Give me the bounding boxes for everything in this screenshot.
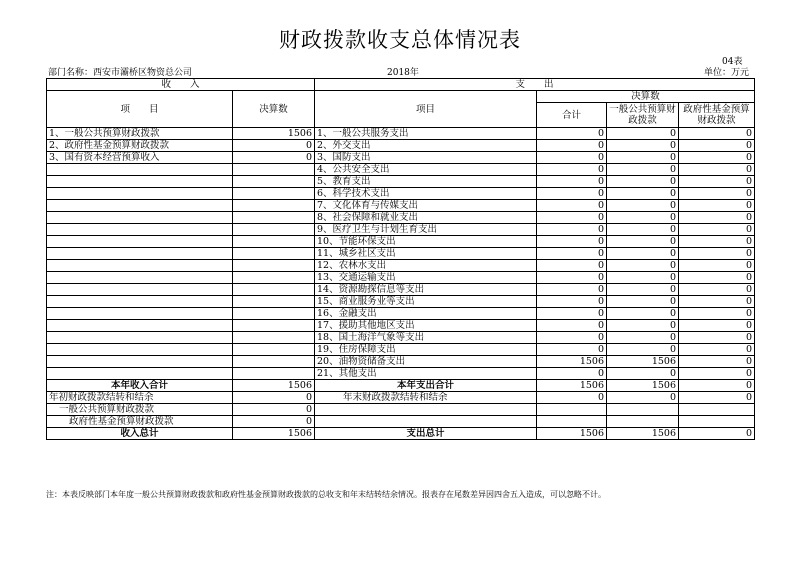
expense-total-value: 0 <box>537 164 607 176</box>
sub1-label: 一般公共预算财政拨款 <box>47 404 233 416</box>
expense-total-value: 0 <box>537 200 607 212</box>
income-item <box>47 356 233 368</box>
table-row <box>47 344 755 356</box>
table-row <box>47 224 755 236</box>
table-row <box>47 320 755 332</box>
income-total-value: 1506 <box>233 380 315 392</box>
department-name: 部门名称：西安市灞桥区物资总公司 <box>48 68 193 78</box>
total-column-header: 合计 <box>537 103 607 128</box>
expense-general-value: 0 <box>607 296 679 308</box>
expense-general-value: 0 <box>607 200 679 212</box>
income-item <box>47 368 233 380</box>
income-value <box>233 176 315 188</box>
income-item <box>47 248 233 260</box>
expense-total-value: 0 <box>537 296 607 308</box>
carry-in-label: 年初财政拨款结转和结余 <box>47 392 233 404</box>
sub1-value: 0 <box>233 404 315 416</box>
sub-row <box>47 404 755 416</box>
expense-item: 3、国防支出 <box>315 152 537 164</box>
expense-total-g: 1506 <box>607 380 679 392</box>
income-item-header: 项 目 <box>47 91 233 128</box>
income-value <box>233 368 315 380</box>
income-item <box>47 284 233 296</box>
expense-general-value: 0 <box>607 320 679 332</box>
income-final-header: 决算数 <box>233 91 315 128</box>
income-value <box>233 248 315 260</box>
income-value <box>233 200 315 212</box>
expense-item: 17、援助其他地区支出 <box>315 320 537 332</box>
expense-item: 5、教育支出 <box>315 176 537 188</box>
table-row <box>47 176 755 188</box>
expense-fund-value: 0 <box>679 308 755 320</box>
expense-total-value: 0 <box>537 344 607 356</box>
carry-out-label: 年末财政拨款结转和结余 <box>315 392 537 404</box>
expense-item: 7、文化体育与传媒支出 <box>315 200 537 212</box>
sub-row <box>47 416 755 428</box>
income-item <box>47 176 233 188</box>
general-budget-column-header: 一般公共预算财政拨款 <box>607 103 679 128</box>
fund-budget-column-header: 政府性基金预算财政拨款 <box>679 103 755 128</box>
expense-general-value: 0 <box>607 188 679 200</box>
income-item <box>47 308 233 320</box>
expense-general-value: 0 <box>607 224 679 236</box>
income-value <box>233 320 315 332</box>
table-footnote: 注：本表反映部门本年度一般公共预算财政拨款和政府性基金预算财政拨款的总收支和年末结转结余情况。报表存在尾数差异因四舍五入造成，可以忽略不计。 <box>46 490 606 499</box>
income-value: 1506 <box>233 128 315 140</box>
expense-item: 1、一般公共服务支出 <box>315 128 537 140</box>
expense-fund-value: 0 <box>679 284 755 296</box>
expense-fund-value: 0 <box>679 296 755 308</box>
unit-label: 单位：万元 <box>704 68 750 78</box>
expense-fund-value: 0 <box>679 140 755 152</box>
empty-cell <box>679 404 755 416</box>
empty-cell <box>537 416 607 428</box>
table-row <box>47 164 755 176</box>
annual-total-row <box>47 380 755 392</box>
income-item <box>47 224 233 236</box>
expense-fund-value: 0 <box>679 344 755 356</box>
expense-total-value: 0 <box>537 308 607 320</box>
grand-expense-f: 0 <box>679 428 755 440</box>
income-value <box>233 236 315 248</box>
expense-total-value: 1506 <box>537 356 607 368</box>
expense-item: 18、国土海洋气象等支出 <box>315 332 537 344</box>
table-row <box>47 212 755 224</box>
expense-general-value: 0 <box>607 164 679 176</box>
expense-general-value: 0 <box>607 272 679 284</box>
expense-total-value: 0 <box>537 212 607 224</box>
grand-expense-label: 支出总计 <box>315 428 537 440</box>
income-value <box>233 356 315 368</box>
expense-item: 10、节能环保支出 <box>315 236 537 248</box>
carry-in-value: 0 <box>233 392 315 404</box>
expense-fund-value: 0 <box>679 176 755 188</box>
income-item <box>47 344 233 356</box>
expense-item: 11、城乡社区支出 <box>315 248 537 260</box>
expense-item: 8、社会保障和就业支出 <box>315 212 537 224</box>
income-item: 1、一般公共预算财政拨款 <box>47 128 233 140</box>
expense-total-value: 0 <box>537 320 607 332</box>
table-row <box>47 248 755 260</box>
table-number: 04表 <box>722 57 743 67</box>
expense-fund-value: 0 <box>679 260 755 272</box>
expense-item: 6、科学技术支出 <box>315 188 537 200</box>
expense-total-value: 0 <box>537 248 607 260</box>
expense-total-value: 0 <box>537 128 607 140</box>
income-item: 3、国有资本经营预算收入 <box>47 152 233 164</box>
carry-out-f: 0 <box>679 392 755 404</box>
income-value <box>233 308 315 320</box>
expense-general-value: 0 <box>607 212 679 224</box>
expense-total-value: 0 <box>537 140 607 152</box>
carry-out-t: 0 <box>537 392 607 404</box>
expense-general-value: 1506 <box>607 356 679 368</box>
expense-item: 19、住房保障支出 <box>315 344 537 356</box>
income-item <box>47 320 233 332</box>
table-row <box>47 236 755 248</box>
income-value: 0 <box>233 152 315 164</box>
page-title: 财政拨款收支总体情况表 <box>279 28 521 52</box>
income-value <box>233 344 315 356</box>
grand-income-value: 1506 <box>233 428 315 440</box>
expense-general-value: 0 <box>607 260 679 272</box>
income-item <box>47 236 233 248</box>
table-row <box>47 152 755 164</box>
income-item <box>47 188 233 200</box>
expense-item: 16、金融支出 <box>315 308 537 320</box>
empty-cell <box>537 404 607 416</box>
expense-total-value: 0 <box>537 368 607 380</box>
grand-expense-t: 1506 <box>537 428 607 440</box>
income-value: 0 <box>233 140 315 152</box>
expense-general-value: 0 <box>607 248 679 260</box>
column-header-row <box>47 91 755 103</box>
expense-fund-value: 0 <box>679 164 755 176</box>
expense-general-value: 0 <box>607 308 679 320</box>
expense-fund-value: 0 <box>679 128 755 140</box>
expense-total-f: 0 <box>679 380 755 392</box>
grand-expense-g: 1506 <box>607 428 679 440</box>
expense-general-value: 0 <box>607 344 679 356</box>
expense-total-value: 0 <box>537 236 607 248</box>
income-item <box>47 260 233 272</box>
grand-total-row <box>47 428 755 440</box>
expense-total-value: 0 <box>537 188 607 200</box>
income-value <box>233 224 315 236</box>
table-row <box>47 260 755 272</box>
income-value <box>233 284 315 296</box>
sub2-label: 政府性基金预算财政拨款 <box>47 416 233 428</box>
expense-item: 9、医疗卫生与计划生育支出 <box>315 224 537 236</box>
expense-item: 4、公共安全支出 <box>315 164 537 176</box>
expense-item-header: 项目 <box>315 91 537 128</box>
expense-general-value: 0 <box>607 140 679 152</box>
income-value <box>233 188 315 200</box>
expense-total-value: 0 <box>537 224 607 236</box>
income-item <box>47 332 233 344</box>
income-value <box>233 260 315 272</box>
table-row <box>47 140 755 152</box>
expense-general-value: 0 <box>607 284 679 296</box>
expense-general-value: 0 <box>607 176 679 188</box>
sub2-value: 0 <box>233 416 315 428</box>
expense-final-header: 决算数 <box>537 91 755 103</box>
empty-cell <box>607 404 679 416</box>
expense-general-value: 0 <box>607 236 679 248</box>
expense-item: 12、农林水支出 <box>315 260 537 272</box>
expense-section-header: 支 出 <box>315 79 755 91</box>
income-value <box>233 332 315 344</box>
table-row <box>47 200 755 212</box>
income-section-header: 收 入 <box>47 79 315 91</box>
expense-general-value: 0 <box>607 368 679 380</box>
table-row <box>47 284 755 296</box>
expense-total-label: 本年支出合计 <box>315 380 537 392</box>
expense-total-value: 0 <box>537 152 607 164</box>
carry-out-g: 0 <box>607 392 679 404</box>
expense-fund-value: 0 <box>679 152 755 164</box>
empty-cell <box>315 416 537 428</box>
expense-item: 14、资源勘探信息等支出 <box>315 284 537 296</box>
expense-total-value: 0 <box>537 176 607 188</box>
income-item <box>47 272 233 284</box>
income-item <box>47 164 233 176</box>
empty-cell <box>607 416 679 428</box>
expense-fund-value: 0 <box>679 248 755 260</box>
table-row <box>47 128 755 140</box>
carry-row <box>47 392 755 404</box>
expense-fund-value: 0 <box>679 236 755 248</box>
expense-fund-value: 0 <box>679 368 755 380</box>
empty-cell <box>315 404 537 416</box>
income-total-label: 本年收入合计 <box>47 380 233 392</box>
expense-total-value: 0 <box>537 284 607 296</box>
expense-fund-value: 0 <box>679 200 755 212</box>
expense-general-value: 0 <box>607 128 679 140</box>
expense-total-value: 0 <box>537 272 607 284</box>
income-item <box>47 296 233 308</box>
expense-total-value: 0 <box>537 260 607 272</box>
table-row <box>47 356 755 368</box>
income-item <box>47 212 233 224</box>
expense-general-value: 0 <box>607 332 679 344</box>
expense-fund-value: 0 <box>679 356 755 368</box>
expense-general-value: 0 <box>607 152 679 164</box>
table-row <box>47 368 755 380</box>
expense-item: 13、交通运输支出 <box>315 272 537 284</box>
expense-fund-value: 0 <box>679 320 755 332</box>
income-item: 2、政府性基金预算财政拨款 <box>47 140 233 152</box>
fiscal-table <box>46 78 755 440</box>
grand-income-label: 收入总计 <box>47 428 233 440</box>
income-value <box>233 212 315 224</box>
table-row <box>47 332 755 344</box>
income-value <box>233 296 315 308</box>
expense-fund-value: 0 <box>679 224 755 236</box>
expense-item: 21、其他支出 <box>315 368 537 380</box>
expense-item: 20、油物资储备支出 <box>315 356 537 368</box>
income-item <box>47 200 233 212</box>
expense-total-t: 1506 <box>537 380 607 392</box>
empty-cell <box>679 416 755 428</box>
expense-fund-value: 0 <box>679 188 755 200</box>
income-value <box>233 164 315 176</box>
report-year: 2018年 <box>387 68 419 78</box>
expense-fund-value: 0 <box>679 212 755 224</box>
table-row <box>47 272 755 284</box>
expense-item: 15、商业服务业等支出 <box>315 296 537 308</box>
table-row <box>47 188 755 200</box>
expense-total-value: 0 <box>537 332 607 344</box>
income-value <box>233 272 315 284</box>
expense-fund-value: 0 <box>679 272 755 284</box>
table-row <box>47 296 755 308</box>
section-header-row <box>47 79 755 91</box>
expense-item: 2、外交支出 <box>315 140 537 152</box>
expense-fund-value: 0 <box>679 332 755 344</box>
table-row <box>47 308 755 320</box>
